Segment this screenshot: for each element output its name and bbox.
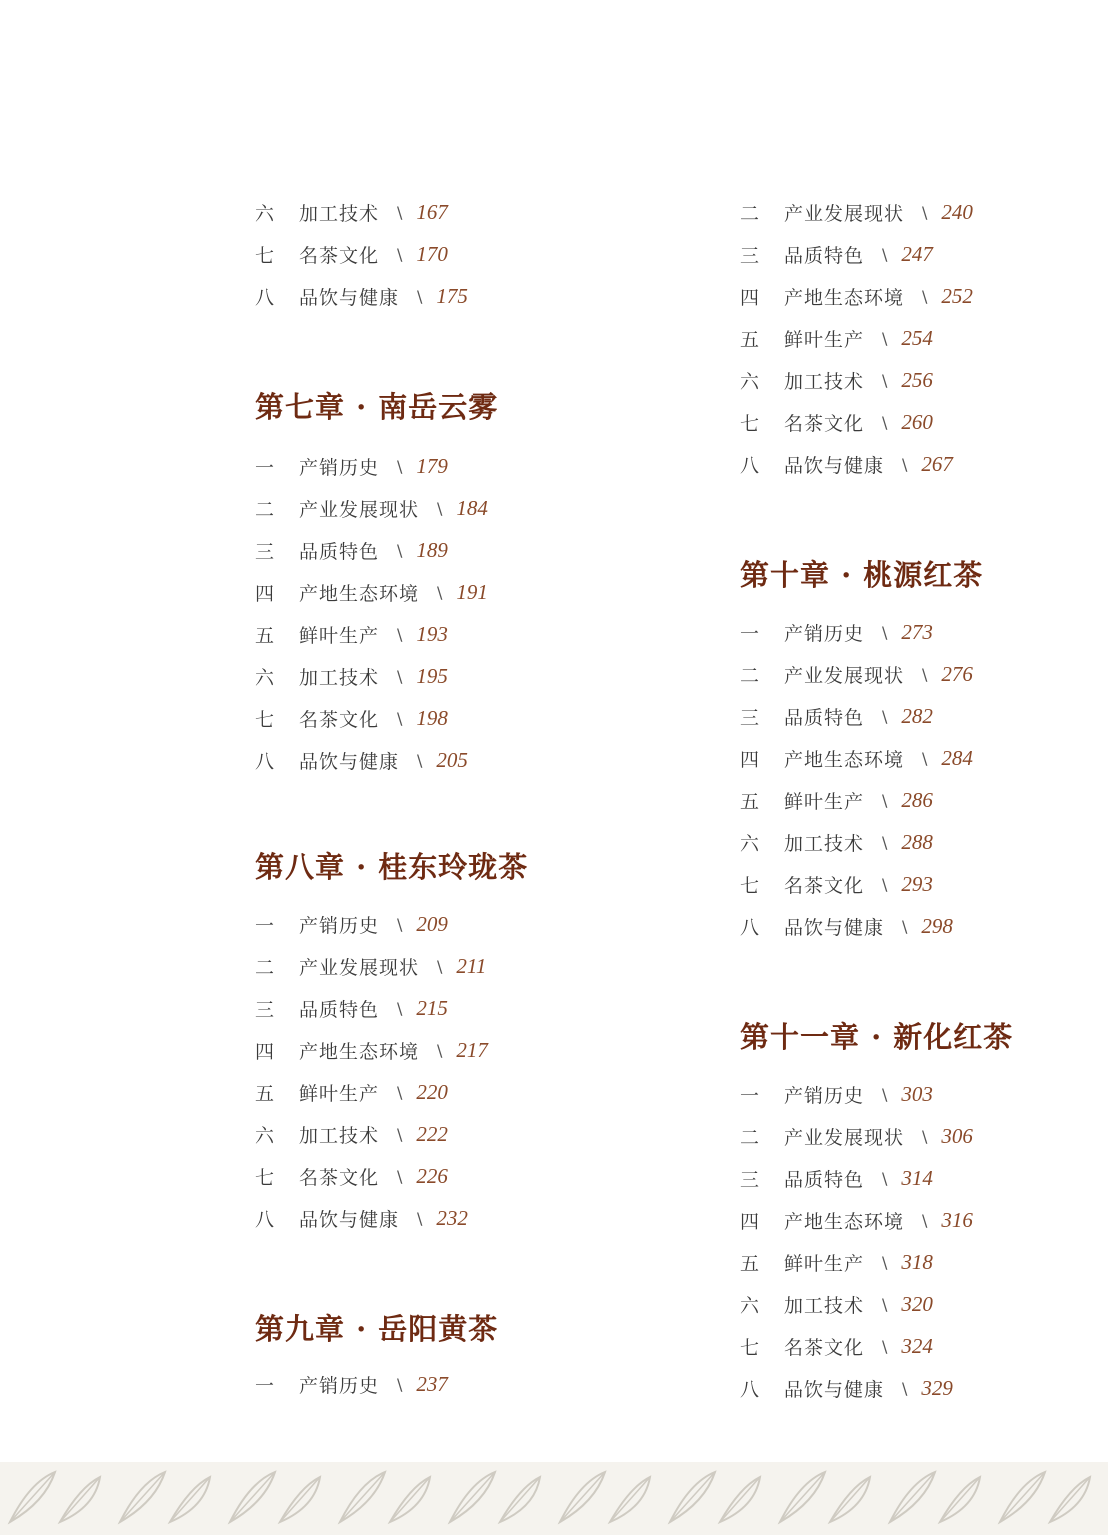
entry-page-number: 293 [901, 871, 933, 896]
entry-title: 产地生态环境 [784, 286, 905, 309]
entry-number: 二 [255, 956, 275, 979]
toc-right-column [740, 0, 1108, 1460]
toc-entry[interactable] [740, 191, 1108, 233]
entry-separator: \ [882, 832, 888, 852]
entry-title: 鲜叶生产 [784, 328, 865, 351]
entry-separator: \ [417, 286, 423, 306]
toc-entry[interactable] [255, 529, 488, 571]
entry-page-number: 329 [921, 1375, 953, 1400]
entry-separator: \ [882, 622, 888, 642]
entry-title: 产业发展现状 [784, 1126, 905, 1149]
entry-number: 七 [740, 1336, 760, 1359]
entry-page-number: 273 [901, 619, 933, 644]
entry-separator: \ [437, 1040, 443, 1060]
entry-title: 品质特色 [299, 540, 380, 563]
entry-title: 加工技术 [784, 1294, 865, 1317]
entry-page-number: 195 [416, 663, 448, 688]
entry-page-number: 314 [901, 1165, 933, 1190]
toc-entry[interactable] [740, 275, 1108, 317]
entry-separator: \ [882, 328, 888, 348]
entry-number: 五 [740, 1252, 760, 1275]
entry-number: 六 [255, 1124, 275, 1147]
toc-entry[interactable] [255, 1113, 488, 1155]
entry-page-number: 240 [941, 199, 973, 224]
toc-entry[interactable] [740, 1199, 973, 1241]
entry-number: 四 [740, 286, 760, 309]
entry-separator: \ [902, 916, 908, 936]
entry-separator: \ [922, 748, 928, 768]
toc-entry[interactable] [740, 1073, 973, 1115]
entry-number: 六 [740, 370, 760, 393]
entry-separator: \ [882, 1252, 888, 1272]
entry-title: 产销历史 [784, 622, 865, 645]
entry-number: 六 [740, 1294, 760, 1317]
chapter-heading[interactable]: 第八章 · 桂东玲珑茶 [255, 850, 529, 884]
entry-page-number: 198 [416, 705, 448, 730]
toc-entry-list [255, 191, 675, 317]
toc-entry[interactable] [740, 233, 1108, 275]
toc-entry-list [255, 445, 488, 781]
toc-entry[interactable] [255, 655, 488, 697]
entry-page-number: 179 [416, 453, 448, 478]
toc-entry[interactable] [740, 863, 973, 905]
entry-separator: \ [882, 370, 888, 390]
entry-page-number: 288 [901, 829, 933, 854]
toc-entry[interactable] [255, 1197, 488, 1239]
entry-number: 三 [740, 706, 760, 729]
entry-number: 三 [740, 244, 760, 267]
entry-page-number: 215 [416, 995, 448, 1020]
entry-number: 七 [740, 874, 760, 897]
toc-entry[interactable] [740, 779, 973, 821]
entry-number: 四 [255, 582, 275, 605]
entry-title: 加工技术 [784, 832, 865, 855]
entry-page-number: 298 [921, 913, 953, 938]
entry-separator: \ [397, 1082, 403, 1102]
entry-separator: \ [922, 286, 928, 306]
entry-title: 鲜叶生产 [784, 1252, 865, 1275]
entry-number: 六 [255, 202, 275, 225]
entry-number: 五 [740, 328, 760, 351]
entry-page-number: 260 [901, 409, 933, 434]
entry-page-number: 205 [436, 747, 468, 772]
entry-title: 鲜叶生产 [784, 790, 865, 813]
entry-separator: \ [397, 202, 403, 222]
entry-page-number: 306 [941, 1123, 973, 1148]
entry-page-number: 316 [941, 1207, 973, 1232]
entry-page-number: 282 [901, 703, 933, 728]
toc-entry[interactable] [740, 443, 1108, 485]
chapter-heading[interactable]: 第七章 · 南岳云雾 [255, 390, 499, 424]
entry-title: 品饮与健康 [784, 454, 885, 477]
entry-separator: \ [902, 1378, 908, 1398]
entry-number: 三 [255, 540, 275, 563]
entry-page-number: 267 [921, 451, 953, 476]
entry-title: 品质特色 [784, 1168, 865, 1191]
toc-entry[interactable] [255, 275, 675, 317]
entry-separator: \ [922, 1126, 928, 1146]
entry-number: 六 [740, 832, 760, 855]
entry-title: 品饮与健康 [784, 1378, 885, 1401]
entry-separator: \ [397, 244, 403, 264]
toc-entry[interactable] [740, 1367, 973, 1409]
entry-page-number: 170 [416, 241, 448, 266]
entry-number: 八 [255, 750, 275, 773]
entry-number: 五 [255, 624, 275, 647]
toc-entry[interactable] [740, 905, 973, 947]
entry-number: 三 [255, 998, 275, 1021]
entry-title: 名茶文化 [299, 244, 380, 267]
toc-entry[interactable] [255, 487, 488, 529]
entry-separator: \ [397, 708, 403, 728]
entry-separator: \ [882, 1294, 888, 1314]
entry-separator: \ [437, 498, 443, 518]
entry-title: 产业发展现状 [784, 664, 905, 687]
entry-title: 品饮与健康 [784, 916, 885, 939]
entry-separator: \ [397, 998, 403, 1018]
toc-entry[interactable] [255, 1363, 448, 1405]
entry-page-number: 222 [416, 1121, 448, 1146]
toc-entry[interactable] [740, 737, 973, 779]
entry-number: 二 [255, 498, 275, 521]
toc-entry-list [255, 903, 488, 1239]
entry-title: 产业发展现状 [784, 202, 905, 225]
entry-number: 六 [255, 666, 275, 689]
entry-page-number: 256 [901, 367, 933, 392]
toc-entry[interactable] [255, 945, 488, 987]
entry-title: 品质特色 [784, 706, 865, 729]
toc-section [740, 191, 1108, 485]
entry-page-number: 191 [456, 579, 488, 604]
entry-separator: \ [437, 956, 443, 976]
entry-page-number: 324 [901, 1333, 933, 1358]
entry-title: 名茶文化 [299, 708, 380, 731]
entry-page-number: 209 [416, 911, 448, 936]
entry-title: 鲜叶生产 [299, 1082, 380, 1105]
entry-number: 五 [740, 790, 760, 813]
entry-page-number: 318 [901, 1249, 933, 1274]
entry-separator: \ [397, 456, 403, 476]
entry-page-number: 189 [416, 537, 448, 562]
entry-separator: \ [902, 454, 908, 474]
entry-separator: \ [437, 582, 443, 602]
toc-entry[interactable] [255, 697, 488, 739]
entry-page-number: 175 [436, 283, 468, 308]
entry-separator: \ [397, 666, 403, 686]
toc-section [255, 191, 675, 317]
toc-entry[interactable] [255, 1155, 488, 1197]
toc-entry-list [740, 191, 1108, 485]
entry-title: 加工技术 [299, 202, 380, 225]
entry-number: 一 [740, 1084, 760, 1107]
entry-title: 名茶文化 [299, 1166, 380, 1189]
entry-title: 品饮与健康 [299, 1208, 400, 1231]
entry-number: 一 [255, 914, 275, 937]
entry-page-number: 193 [416, 621, 448, 646]
entry-page-number: 220 [416, 1079, 448, 1104]
entry-number: 一 [255, 1374, 275, 1397]
toc-entry[interactable] [255, 445, 488, 487]
toc-entry[interactable] [740, 1283, 973, 1325]
entry-number: 七 [255, 244, 275, 267]
entry-number: 八 [255, 286, 275, 309]
entry-number: 一 [255, 456, 275, 479]
entry-separator: \ [882, 1336, 888, 1356]
entry-page-number: 303 [901, 1081, 933, 1106]
entry-page-number: 217 [456, 1037, 488, 1062]
entry-page-number: 276 [941, 661, 973, 686]
entry-title: 产销历史 [299, 914, 380, 937]
entry-number: 八 [740, 454, 760, 477]
entry-number: 七 [740, 412, 760, 435]
entry-title: 产销历史 [784, 1084, 865, 1107]
toc-entry[interactable] [255, 739, 488, 781]
entry-title: 加工技术 [299, 666, 380, 689]
chapter-heading[interactable]: 第九章 · 岳阳黄茶 [255, 1312, 499, 1346]
toc-entry[interactable] [740, 611, 973, 653]
toc-entry-list [740, 1073, 973, 1409]
entry-page-number: 232 [436, 1205, 468, 1230]
entry-page-number: 252 [941, 283, 973, 308]
entry-separator: \ [882, 1084, 888, 1104]
entry-title: 产销历史 [299, 1374, 380, 1397]
entry-separator: \ [397, 1124, 403, 1144]
entry-number: 四 [740, 748, 760, 771]
toc-entry[interactable] [255, 987, 488, 1029]
toc-entry[interactable] [255, 191, 675, 233]
chapter-heading[interactable]: 第十章 · 桃源红茶 [740, 558, 984, 592]
toc-entry[interactable] [740, 317, 1108, 359]
toc-entry-list [255, 1363, 448, 1405]
entry-number: 八 [255, 1208, 275, 1231]
entry-separator: \ [882, 706, 888, 726]
entry-number: 四 [740, 1210, 760, 1233]
entry-page-number: 254 [901, 325, 933, 350]
toc-entry[interactable] [740, 1241, 973, 1283]
entry-separator: \ [922, 664, 928, 684]
entry-number: 三 [740, 1168, 760, 1191]
entry-separator: \ [397, 914, 403, 934]
tea-leaf-border-pattern [0, 1462, 1108, 1535]
toc-entry[interactable] [740, 401, 1108, 443]
toc-left-column [255, 0, 675, 1460]
toc-entry[interactable] [255, 613, 488, 655]
entry-number: 八 [740, 1378, 760, 1401]
entry-number: 四 [255, 1040, 275, 1063]
toc-entry[interactable] [740, 1325, 973, 1367]
entry-number: 八 [740, 916, 760, 939]
entry-separator: \ [397, 540, 403, 560]
entry-title: 名茶文化 [784, 874, 865, 897]
entry-separator: \ [882, 412, 888, 432]
toc-entry[interactable] [255, 1029, 488, 1071]
entry-page-number: 320 [901, 1291, 933, 1316]
entry-separator: \ [882, 790, 888, 810]
entry-number: 一 [740, 622, 760, 645]
entry-page-number: 184 [456, 495, 488, 520]
entry-title: 名茶文化 [784, 412, 865, 435]
entry-separator: \ [922, 1210, 928, 1230]
entry-title: 品质特色 [299, 998, 380, 1021]
entry-number: 七 [255, 708, 275, 731]
entry-separator: \ [397, 1166, 403, 1186]
entry-separator: \ [882, 874, 888, 894]
entry-title: 产地生态环境 [299, 582, 420, 605]
entry-page-number: 247 [901, 241, 933, 266]
toc-entry[interactable] [740, 653, 973, 695]
entry-number: 二 [740, 664, 760, 687]
toc-entry[interactable] [255, 1071, 488, 1113]
entry-title: 产业发展现状 [299, 956, 420, 979]
toc-entry[interactable] [255, 903, 488, 945]
toc-entry[interactable] [740, 695, 973, 737]
entry-page-number: 237 [416, 1371, 448, 1396]
toc-entry[interactable] [255, 571, 488, 613]
entry-number: 五 [255, 1082, 275, 1105]
entry-separator: \ [882, 1168, 888, 1188]
toc-entry[interactable] [255, 233, 675, 275]
toc-entry[interactable] [740, 1115, 973, 1157]
entry-page-number: 167 [416, 199, 448, 224]
entry-separator: \ [397, 1374, 403, 1394]
entry-separator: \ [882, 244, 888, 264]
entry-number: 二 [740, 1126, 760, 1149]
entry-title: 加工技术 [784, 370, 865, 393]
chapter-heading[interactable]: 第十一章 · 新化红茶 [740, 1020, 1014, 1054]
toc-entry[interactable] [740, 359, 1108, 401]
entry-page-number: 211 [456, 953, 487, 978]
entry-title: 产地生态环境 [784, 1210, 905, 1233]
entry-title: 产地生态环境 [784, 748, 905, 771]
entry-separator: \ [397, 624, 403, 644]
entry-number: 七 [255, 1166, 275, 1189]
entry-title: 品质特色 [784, 244, 865, 267]
entry-title: 品饮与健康 [299, 750, 400, 773]
entry-title: 加工技术 [299, 1124, 380, 1147]
entry-page-number: 286 [901, 787, 933, 812]
toc-entry-list [740, 611, 973, 947]
entry-title: 品饮与健康 [299, 286, 400, 309]
entry-title: 产业发展现状 [299, 498, 420, 521]
entry-number: 二 [740, 202, 760, 225]
entry-separator: \ [417, 750, 423, 770]
entry-separator: \ [417, 1208, 423, 1228]
entry-page-number: 226 [416, 1163, 448, 1188]
entry-page-number: 284 [941, 745, 973, 770]
toc-entry[interactable] [740, 821, 973, 863]
entry-title: 鲜叶生产 [299, 624, 380, 647]
entry-title: 名茶文化 [784, 1336, 865, 1359]
entry-title: 产地生态环境 [299, 1040, 420, 1063]
entry-title: 产销历史 [299, 456, 380, 479]
toc-entry[interactable] [740, 1157, 973, 1199]
entry-separator: \ [922, 202, 928, 222]
